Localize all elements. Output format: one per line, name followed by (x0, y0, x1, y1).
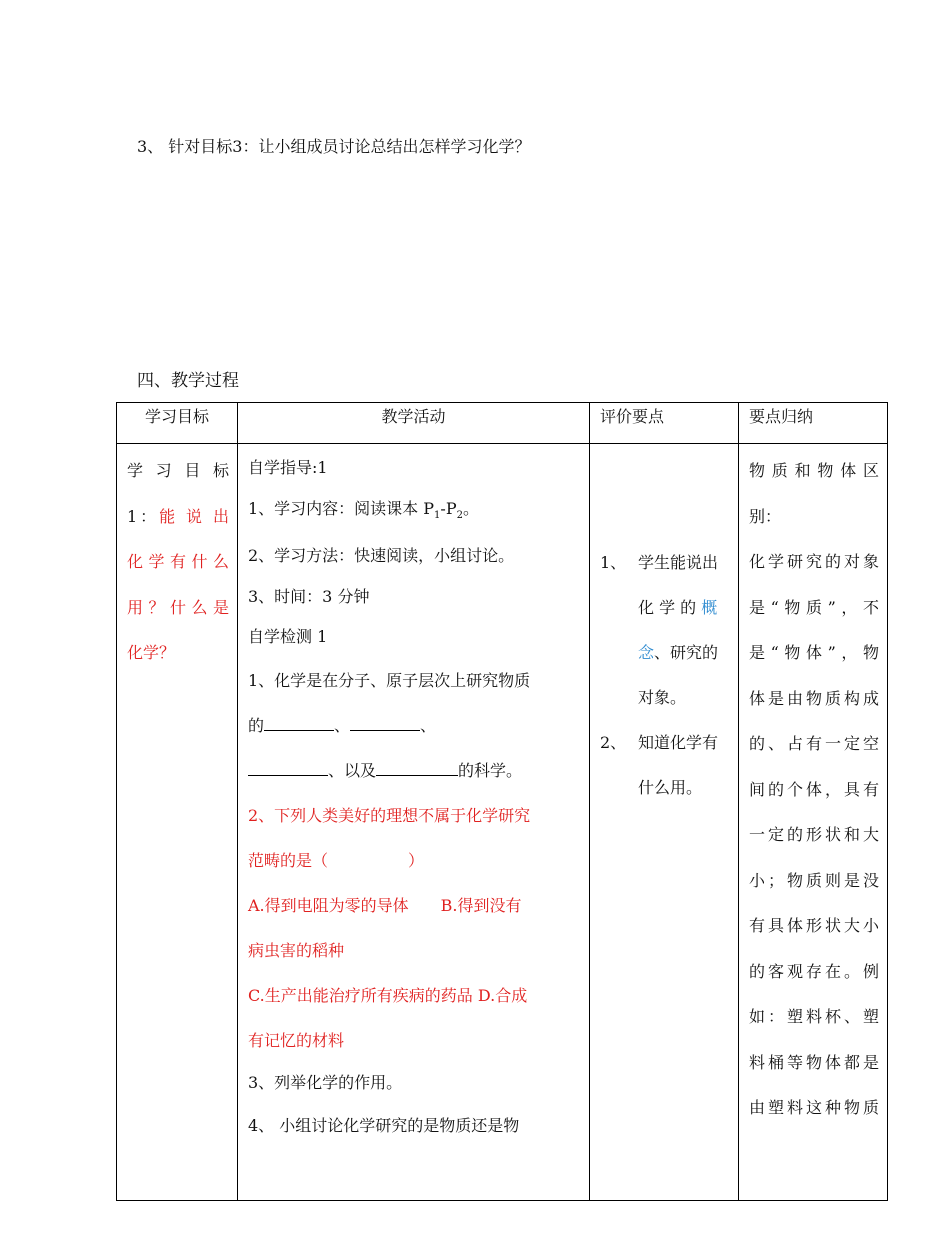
evaluation-item: 2、 知道化学有 什么用。 (600, 720, 730, 810)
summary-line: 是“物质”，不 (749, 597, 879, 617)
summary-line: 化学研究的对象 (749, 552, 879, 571)
question-4-line: 4、 小组讨论化学研究的是物质还是物 (248, 1116, 520, 1136)
question-2-option-line: A.得到电阻为零的导体 B.得到没有 (248, 895, 522, 915)
self-check-title: 自学检测 1 (248, 627, 328, 647)
summary-line: 体是由物质构成 (749, 688, 879, 708)
question-1-blanks-line: 、以及 的科学。 (248, 748, 581, 793)
summary-line: 的、占有一定空 (749, 734, 879, 753)
summary-line: 有具体形状大小 (749, 916, 879, 935)
goal-line: 1：能 说 出 (127, 506, 229, 526)
summary-line: 一定的形状和大 (749, 825, 879, 844)
summary-line: 料桶等物体都是 (749, 1052, 879, 1072)
header-learning-goal: 学习目标 (117, 403, 238, 444)
question-1-line: 1、化学是在分子、原子层次上研究物质 (248, 670, 531, 690)
goal-line: 化学有什么 (127, 552, 229, 571)
teaching-activity-cell (238, 444, 590, 1201)
evaluation-item-number: 1、 (600, 553, 627, 572)
evaluation-cell (590, 444, 739, 1201)
fill-blank[interactable] (264, 716, 334, 731)
question-2-line: 2、下列人类美好的理想不属于化学研究 (248, 805, 531, 825)
question-3-line: 3、列举化学的作用。 (248, 1072, 403, 1092)
section-title: 四、教学过程 (137, 371, 239, 391)
summary-line: 间的个体，具有 (749, 779, 879, 799)
table-header-row (117, 403, 888, 444)
header-evaluation-points: 评价要点 (590, 403, 739, 444)
question-2-option-line: 病虫害的稻种 (248, 940, 345, 960)
fill-blank[interactable] (350, 716, 420, 731)
summary-line: 由塑料这种物质 (749, 1098, 879, 1117)
learning-goal-cell (117, 444, 238, 1201)
question-2-option-line: C.生产出能治疗所有疾病的药品 D.合成 (248, 985, 528, 1005)
fill-blank[interactable] (376, 761, 458, 776)
header-key-summary: 要点归纳 (739, 403, 888, 444)
goal-3-paragraph: 3、 针对目标3：让小组成员讨论总结出怎样学习化学？ (137, 137, 531, 156)
evaluation-item-number: 2、 (600, 733, 627, 752)
summary-line: 物 质 和 物 体 区 (749, 461, 879, 480)
evaluation-item: 1、 学生能说出 化 学 的 概 念、研究的 对象。 (600, 540, 730, 720)
header-teaching-activity: 教学活动 (238, 403, 590, 444)
question-2-line: 范畴的是（ ） (248, 850, 425, 870)
summary-line: 的客观存在。例 (749, 961, 879, 981)
goal-line: 化学？ (127, 643, 176, 662)
summary-line: 小；物质则是没 (749, 870, 879, 890)
self-study-guide-title: 自学指导:1 (248, 458, 328, 477)
table-row (117, 444, 888, 1201)
summary-line: 是“物体”，物 (749, 643, 879, 662)
goal-line: 学 习 目 标 (127, 461, 229, 480)
summary-line: 如：塑料杯、塑 (749, 1007, 879, 1026)
fill-blank[interactable] (248, 761, 328, 776)
time-line: 3、时间：3 分钟 (248, 586, 370, 606)
question-1-blanks-line: 的 、 、 (248, 715, 437, 735)
teaching-process-table (116, 402, 888, 1201)
question-2-option-line: 有记忆的材料 (248, 1030, 345, 1050)
key-summary-cell (739, 444, 888, 1201)
summary-line: 别： (749, 506, 782, 526)
study-content-line: 1、学习内容：阅读课本 $P_1-P_2$。 (248, 498, 479, 521)
goal-line: 用？什么是 (127, 597, 229, 617)
study-method-line: 2、学习方法：快速阅读，小组讨论。 (248, 546, 515, 566)
